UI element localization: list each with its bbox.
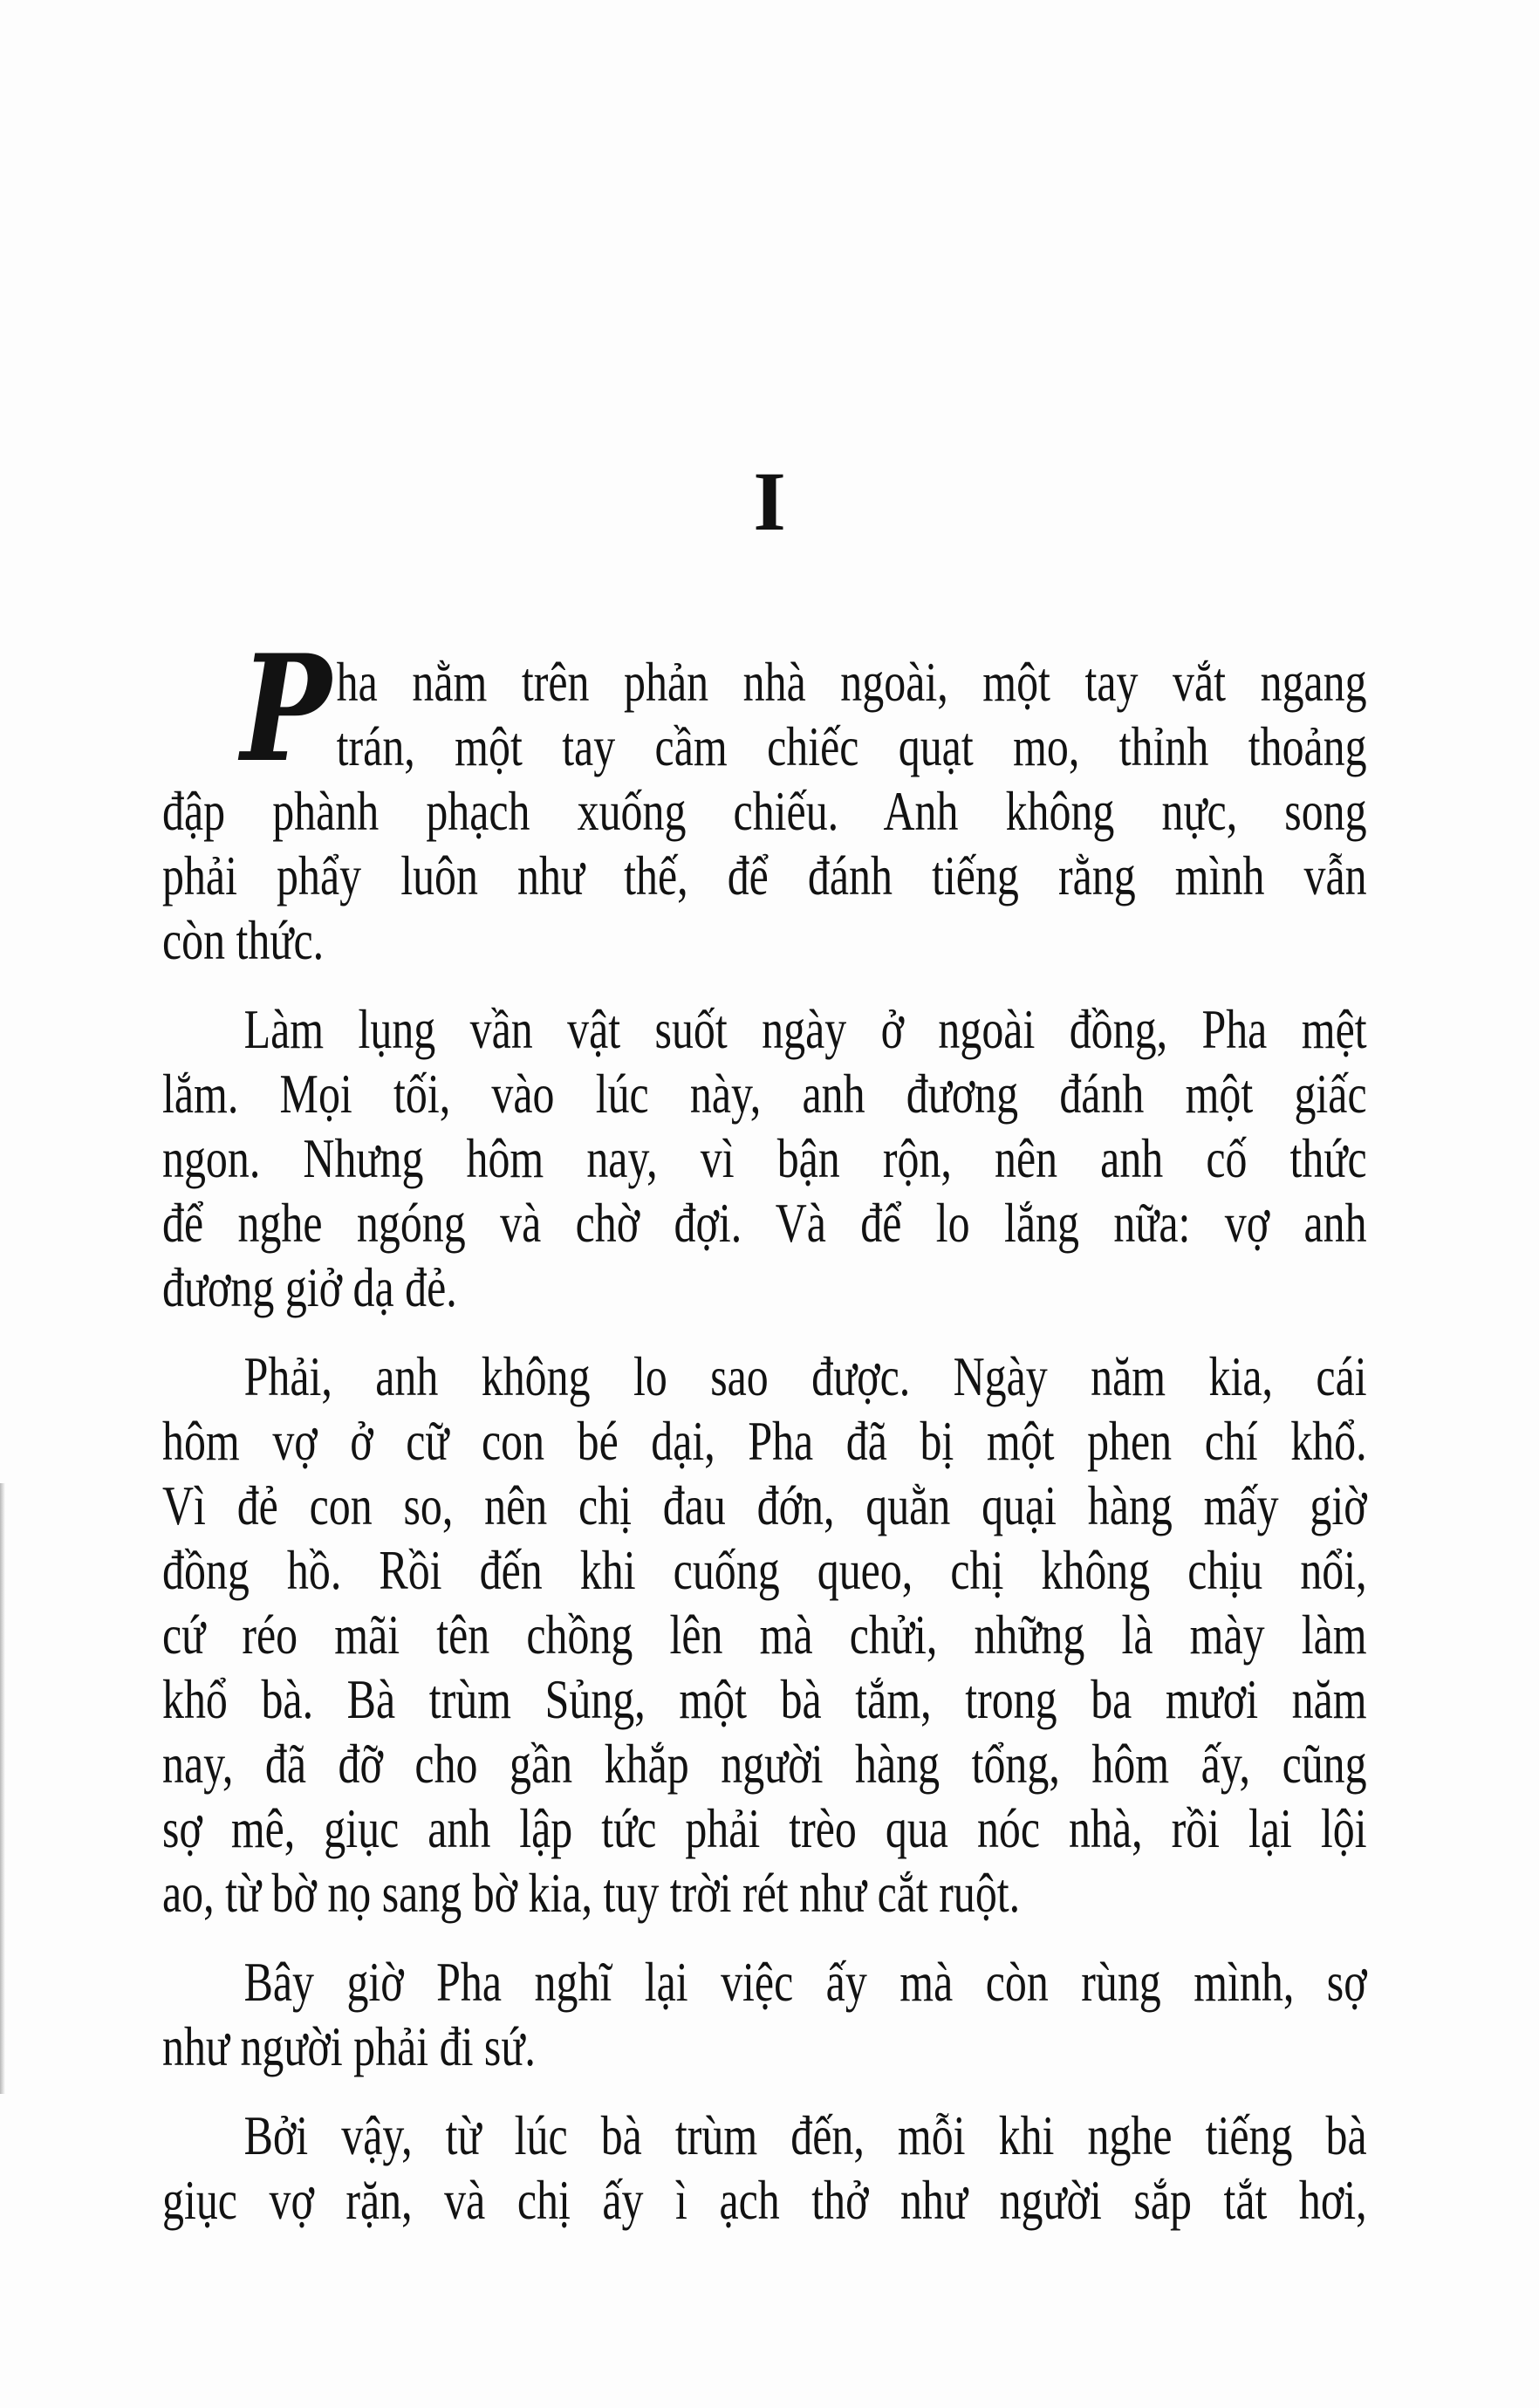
text-line: ha nằm trên phản nhà ngoài, một tay vắt ngang [336, 651, 1378, 713]
paragraph [162, 1344, 1378, 1926]
body-text [162, 650, 1378, 2257]
text-line: lắm. Mọi tối, vào lúc này, anh đương đánh một giấc [162, 1063, 1378, 1125]
chapter-number: I [753, 455, 786, 548]
text-line: đồng hồ. Rồi đến khi cuống queo, chị không chịu nổi, [162, 1539, 1378, 1601]
paragraph [162, 650, 1378, 973]
text-line: còn thức. [162, 909, 325, 971]
text-line: phải phẩy luôn như thế, để đánh tiếng rằng mình vẫn [162, 845, 1378, 906]
text-line: sợ mê, giục anh lập tức phải trèo qua nóc nhà, rồi lại lội [162, 1797, 1378, 1859]
text-line: Phải, anh không lo sao được. Ngày năm kia, cái [243, 1345, 1378, 1407]
text-line: để nghe ngóng và chờ đợi. Và để lo lắng nữa: vợ anh [162, 1192, 1378, 1254]
text-line: ao, từ bờ nọ sang bờ kia, tuy trời rét như cắt ruột. [162, 1862, 1021, 1924]
text-line: Vì đẻ con so, nên chị đau đớn, quằn quại hàng mấy giờ [162, 1474, 1378, 1536]
drop-cap: P [241, 622, 332, 795]
text-line: Bây giờ Pha nghĩ lại việc ấy mà còn rùng mình, sợ [243, 1951, 1378, 2013]
paragraph [162, 2104, 1378, 2233]
text-line: ngon. Nhưng hôm nay, vì bận rộn, nên anh cố thức [162, 1127, 1378, 1189]
text-line: Làm lụng vần vật suốt ngày ở ngoài đồng, Pha mệt [243, 998, 1378, 1060]
text-line: khổ bà. Bà trùm Sủng, một bà tắm, trong ba mươi năm [162, 1668, 1378, 1730]
paragraph [162, 1950, 1378, 2079]
text-line: cứ réo mãi tên chồng lên mà chửi, những là mày làm [162, 1604, 1378, 1666]
text-line: đập phành phạch xuống chiếu. Anh không nực, song [162, 780, 1378, 842]
text-line: trán, một tay cầm chiếc quạt mo, thỉnh thoảng [336, 715, 1378, 777]
text-line: như người phải đi sứ. [162, 2015, 536, 2077]
paragraph [162, 997, 1378, 1320]
text-line: giục vợ rặn, và chị ấy ì ạch thở như người sắp tắt hơi, [162, 2169, 1378, 2231]
text-line: nay, đã đỡ cho gần khắp người hàng tổng, hôm ấy, cũng [162, 1733, 1378, 1795]
text-line: đương giở dạ đẻ. [162, 1256, 457, 1318]
text-line: hôm vợ ở cữ con bé dại, Pha đã bị một phen chí khổ. [162, 1410, 1378, 1472]
scan-edge-shadow [0, 1483, 5, 2094]
text-line: Bởi vậy, từ lúc bà trùm đến, mỗi khi nghe tiếng bà [243, 2104, 1378, 2166]
